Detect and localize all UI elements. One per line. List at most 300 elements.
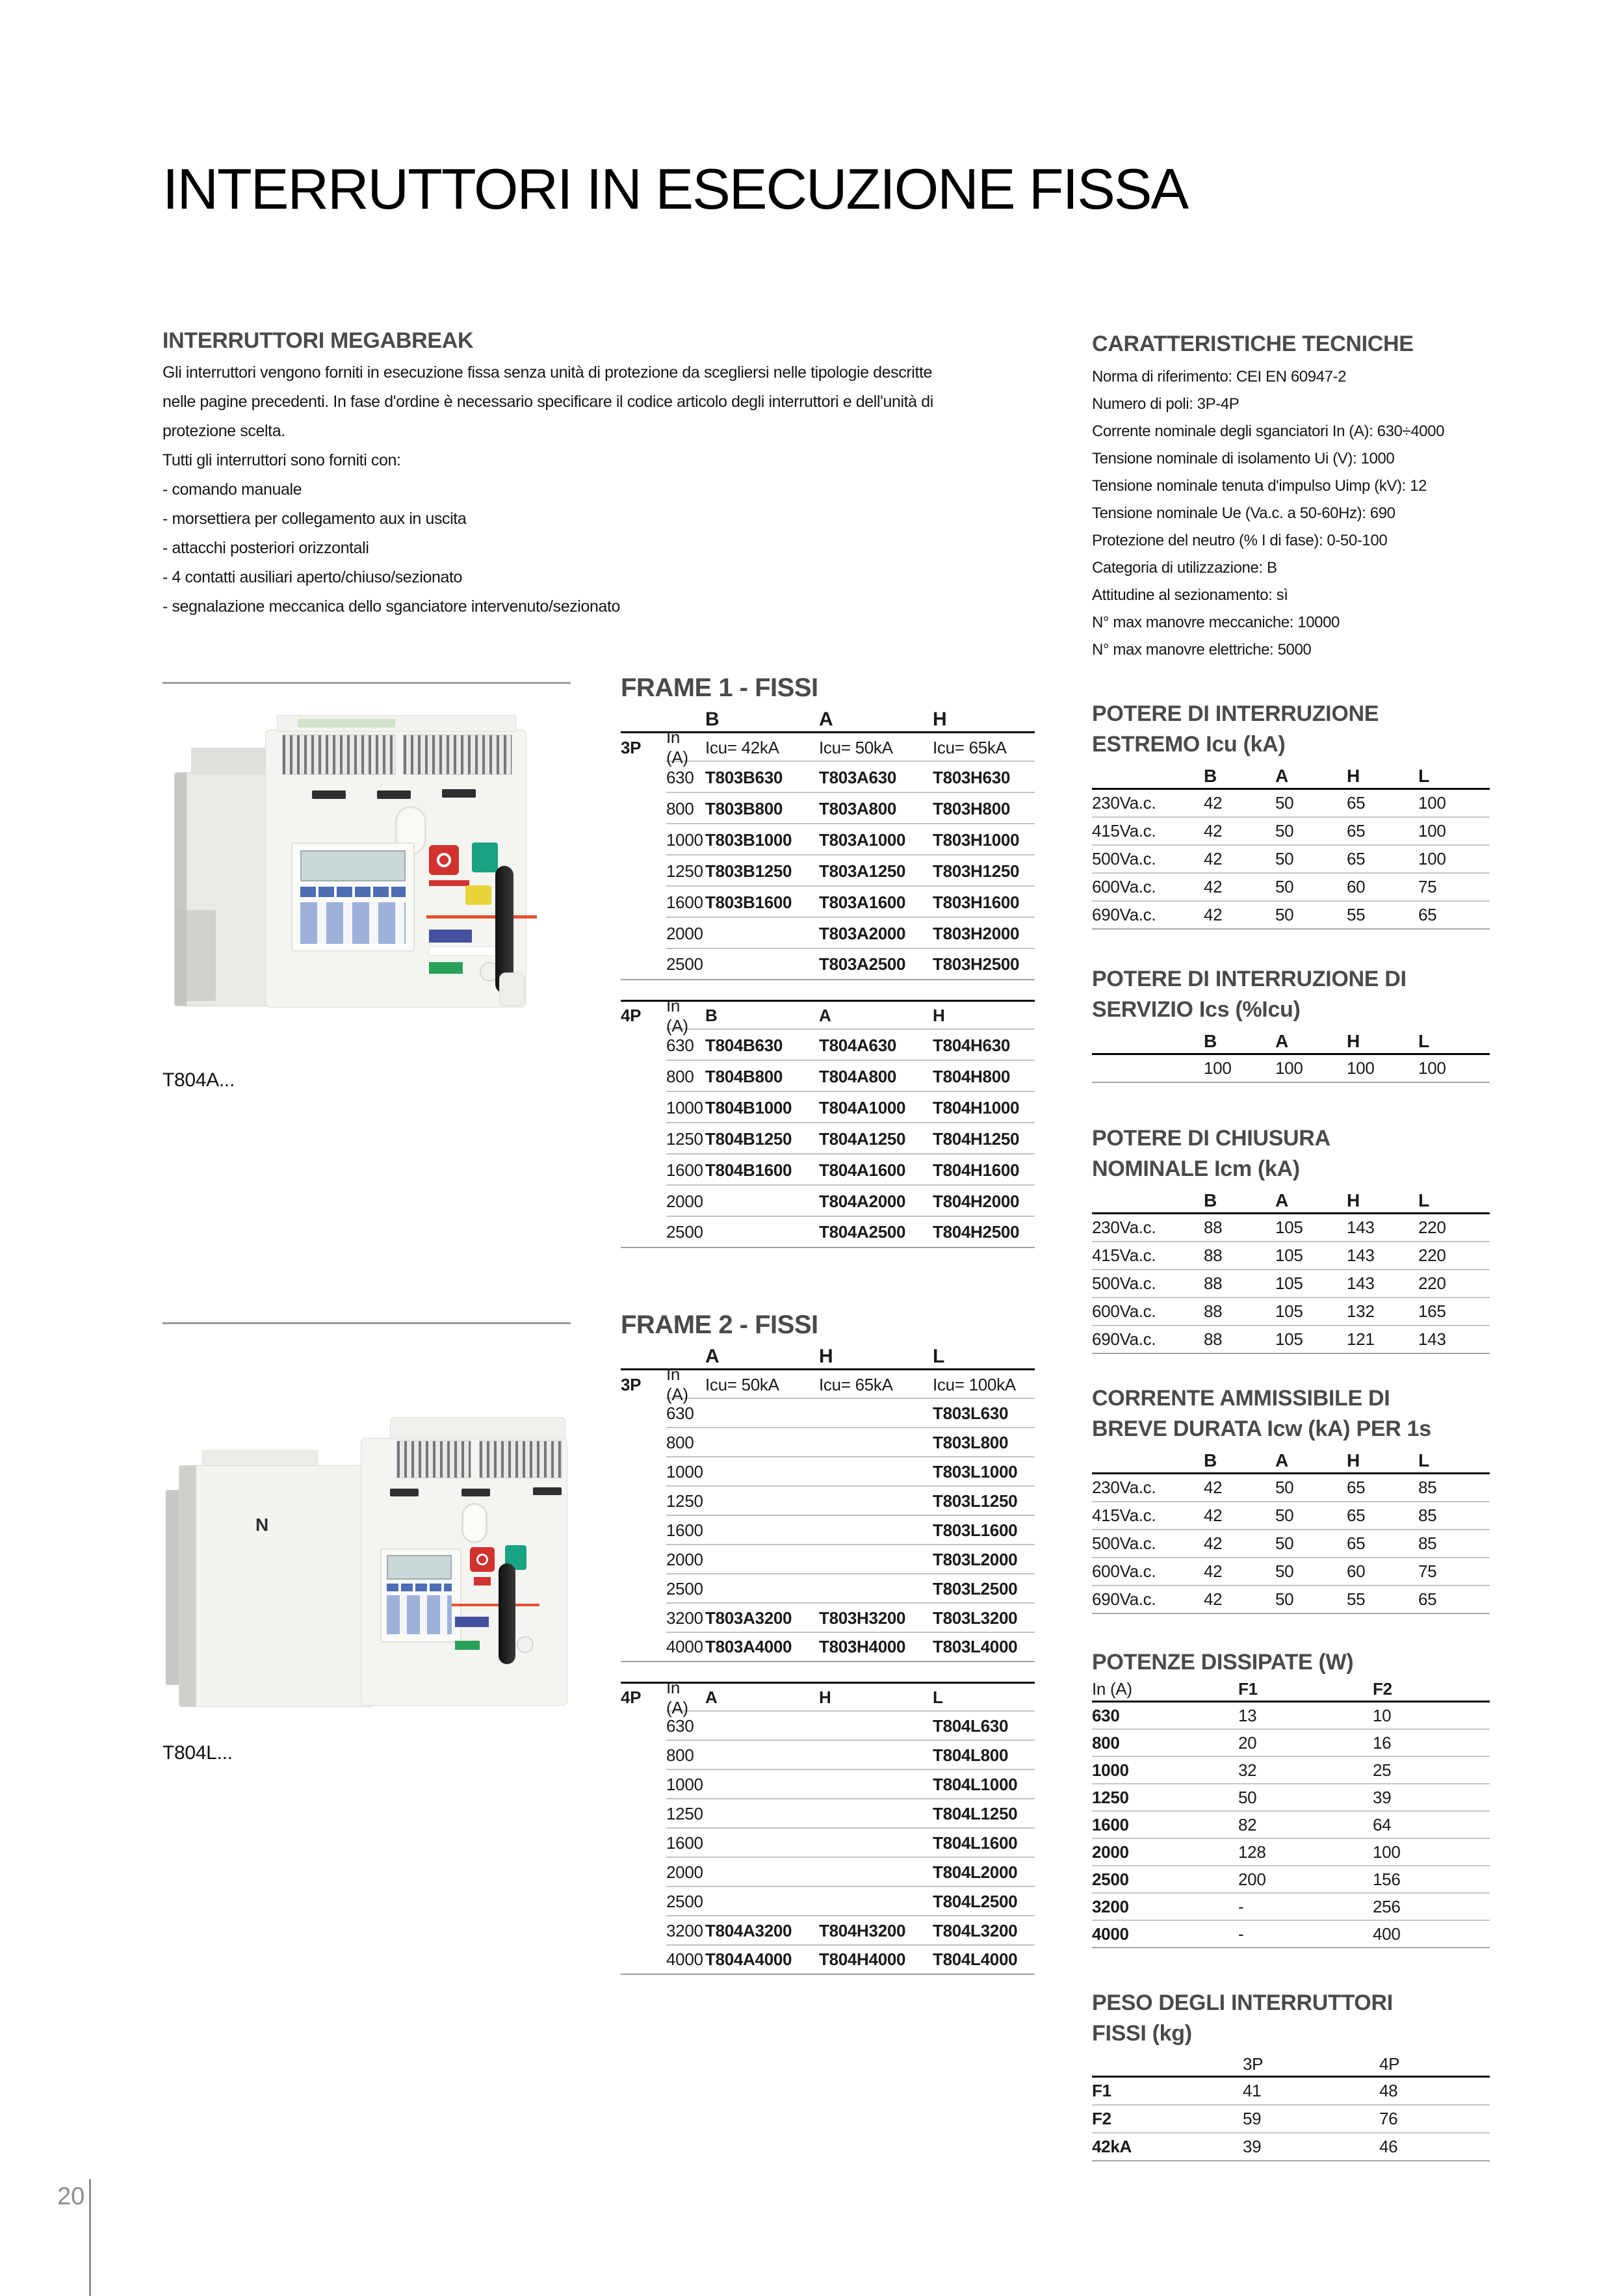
pole-label: 3P [621,737,642,757]
table-row [1092,1730,1490,1757]
product-code: T804A1000 [819,1097,906,1117]
value: 143 [1347,1218,1375,1237]
value: 41 [1243,2081,1262,2100]
table-row [621,1428,1035,1457]
product-code: T804A2500 [819,1221,906,1242]
value: 105 [1275,1301,1303,1321]
product-code: T804H1600 [933,1160,1020,1180]
column-letters-row [1092,1448,1490,1474]
product-code: T804H1250 [933,1128,1020,1149]
table-row [1092,1894,1490,1921]
value: 100 [1418,821,1446,841]
icu-subhead: Icu= 65kA [933,737,1007,757]
voltage-label: 230Va.c. [1092,793,1156,813]
value: 60 [1347,877,1366,896]
breaker-fins-left [282,735,396,775]
column-letter: A [1275,765,1288,786]
table-row [621,1604,1035,1633]
column-letter: L [1418,1190,1429,1210]
footer-rule [89,2179,91,2296]
value: 42 [1204,1533,1223,1553]
column-letter: L [933,1345,945,1367]
value: 165 [1418,1301,1446,1321]
value: 128 [1238,1842,1266,1862]
value: 55 [1347,905,1366,924]
in-value: 2000 [666,1191,703,1211]
product-code: T804H1000 [933,1097,1020,1117]
paragraph-line: protezione scelta. [162,422,285,440]
icm-table [1092,1123,1490,1354]
tech-line: Categoria di utilizzazione: B [1092,559,1277,577]
value: 50 [1238,1787,1257,1807]
product-code: T804L630 [933,1716,1009,1736]
product-code: T803L630 [933,1403,1009,1423]
off-button [470,1547,495,1572]
value: 105 [1275,1218,1303,1237]
voltage-label: 415Va.c. [1092,821,1156,841]
table-row [1092,1812,1490,1839]
column-letter: L [1418,1030,1429,1051]
value: 65 [1347,1478,1366,1497]
product-code: T804L1600 [933,1833,1018,1853]
heading-line: SERVIZIO Ics (%Icu) [1092,997,1301,1022]
product-code: T803H1600 [933,892,1020,912]
value: 25 [1373,1760,1392,1780]
product-code: T803H630 [933,767,1011,787]
in-value: 2000 [666,1550,703,1569]
table-row [1092,1502,1490,1530]
icu-heading [1092,699,1490,760]
value: 60 [1347,1561,1366,1581]
product-code: T803A4000 [705,1637,792,1656]
heading-line: CORRENTE AMMISSIBILE DI [1092,1386,1390,1411]
voltage-label: 600Va.c. [1092,877,1156,896]
column-letter: A [819,708,833,730]
product-code: T803A1600 [819,892,906,912]
blue-label [429,930,472,943]
icu-subhead: Icu= 42kA [705,737,779,757]
value: 65 [1418,905,1437,924]
value: 48 [1379,2081,1398,2100]
table-row [621,1858,1035,1887]
product-code: T804B630 [705,1035,783,1055]
product-code: T803H1250 [933,861,1020,881]
product-code: T803A800 [819,798,897,818]
product-code: T804H2000 [933,1191,1020,1211]
value: 42 [1204,793,1223,813]
in-value: 1600 [666,1833,703,1853]
red-indicator [474,1577,491,1585]
breaker-knob [499,972,525,1006]
product-code: T804A1600 [819,1160,906,1180]
column-letter: A [705,1345,720,1367]
value: 13 [1238,1705,1257,1725]
table-row [621,1516,1035,1545]
product-code: T804A3200 [705,1921,792,1940]
frame2-table [621,1311,1035,1975]
product-code: T804H2500 [933,1221,1020,1242]
product-code: T804A800 [819,1066,897,1086]
subheader-row [621,1364,1035,1404]
in-value: 1000 [1092,1760,1129,1780]
tech-line: N° max manovre meccaniche: 10000 [1092,614,1340,631]
value: 65 [1347,849,1366,868]
column-letters-row [1092,1029,1490,1055]
row-label: F1 [1092,2081,1111,2100]
value: 50 [1275,1533,1294,1553]
table-row [621,1545,1035,1574]
product-code: T804B800 [705,1066,783,1086]
voltage-label: 230Va.c. [1092,1478,1156,1497]
table-row [1092,1474,1490,1502]
voltage-label: 230Va.c. [1092,1218,1156,1237]
product-code: T804L2500 [933,1892,1018,1911]
ics-heading [1092,964,1490,1025]
product-code: T803L2500 [933,1579,1018,1598]
value: 200 [1238,1869,1266,1889]
value: 143 [1347,1246,1375,1265]
breaker-handle [499,1563,515,1664]
table-row [621,887,1035,918]
table-row [1092,1530,1490,1558]
value: 50 [1275,1478,1294,1497]
column-header: F1 [1238,1679,1258,1699]
table-row [621,1799,1035,1829]
product-code: T803H4000 [819,1637,906,1656]
value: 256 [1373,1896,1401,1916]
in-value: 800 [666,1433,694,1452]
product-code: T804B1000 [705,1097,792,1117]
product-code: T803B1250 [705,861,792,881]
value: 156 [1373,1869,1401,1889]
in-value: 630 [666,767,694,787]
in-value: 2500 [666,1892,703,1911]
value: 88 [1204,1329,1223,1349]
in-value: 3200 [1092,1896,1129,1916]
brand-mark [429,880,469,886]
product-code: T804H800 [933,1066,1011,1086]
product-code: T803A1250 [819,861,906,881]
breaker-fins-left [396,1441,471,1478]
product-code: T803H2500 [933,954,1020,974]
column-letter: B [1204,1450,1217,1470]
frame2-title: FRAME 2 - FISSI [621,1311,818,1339]
value: 100 [1204,1058,1232,1078]
table-row [1092,818,1490,846]
table-row [621,1061,1035,1092]
value: 64 [1373,1814,1392,1834]
on-button [472,842,498,872]
in-value: 1250 [666,1128,703,1149]
table-row [1092,1702,1490,1730]
keypad [300,902,406,944]
product-code: T803A2000 [819,923,906,943]
product-code: T804L2000 [933,1862,1018,1882]
value: 88 [1204,1218,1223,1237]
in-value: 800 [1092,1732,1120,1753]
column-letter: B [1204,1030,1217,1051]
breaker-fins-right [403,735,512,775]
tech-line: Attitudine al sezionamento: sì [1092,586,1288,604]
product-code: T803H800 [933,798,1011,818]
table-row [1092,1586,1490,1614]
table-row [1092,2078,1490,2106]
column-header: 3P [1243,2054,1264,2074]
voltage-label: 690Va.c. [1092,1589,1156,1609]
table-row [621,855,1035,887]
product-photo-t804a [174,715,525,1011]
value: 75 [1418,1561,1437,1581]
value: 39 [1373,1787,1392,1807]
value: 88 [1204,1301,1223,1321]
heading-line: POTERE DI INTERRUZIONE [1092,701,1379,726]
paragraph-line: nelle pagine precedenti. In fase d'ordine è necessario specificare il codice articolo degli interruttori e dell'unità di [162,393,933,411]
tech-line: Corrente nominale degli sganciatori In (A): 630÷4000 [1092,423,1445,440]
in-value: 1250 [666,1491,703,1511]
product-code: T803B1000 [705,829,792,850]
table-row [621,1829,1035,1858]
table-row [621,1946,1035,1975]
in-value: 1000 [666,829,703,850]
in-value: 2500 [666,954,703,974]
table-row [1092,1326,1490,1354]
tech-line: Tensione nominale di isolamento Ui (V): 1000 [1092,450,1395,467]
column-letter: A [1275,1030,1288,1051]
column-letter: L [1418,1450,1429,1470]
value: 100 [1275,1058,1303,1078]
in-label: In (A) [666,995,688,1036]
column-letter: B [705,1006,718,1025]
megabreak-heading: INTERRUTTORI MEGABREAK [162,328,474,353]
in-value: 4000 [666,1950,703,1969]
table-row [1092,1839,1490,1866]
column-letter: H [819,1345,833,1367]
orange-stripe [426,915,537,919]
voltage-label: 600Va.c. [1092,1301,1156,1321]
tech-heading: CARATTERISTICHE TECNICHE [1092,332,1414,356]
table-row [621,949,1035,980]
breaker-side-mechanism [177,910,216,1001]
product-code: T804L4000 [933,1950,1018,1969]
icm-heading [1092,1123,1490,1184]
column-letter: A [1275,1190,1288,1210]
value: 65 [1347,793,1366,813]
table-row [1092,902,1490,930]
neutral-marking: N [255,1515,269,1535]
in-value: 4000 [666,1637,703,1656]
in-value: 3200 [666,1608,703,1628]
orange-stripe [452,1604,539,1606]
table-row [621,1633,1035,1662]
product-code: T803A2500 [819,954,906,974]
in-value: 1600 [666,1520,703,1540]
breaker-slot [390,1489,419,1496]
tech-line: Numero di poli: 3P-4P [1092,395,1240,413]
table-row [621,1457,1035,1487]
potenze-table [1092,1648,1490,1948]
megabreak-text [162,358,933,621]
value: 46 [1379,2137,1398,2156]
pole-label: 3P [621,1374,642,1394]
value: 100 [1418,793,1446,813]
button-strip [387,1584,452,1591]
table-row [621,793,1035,824]
divider-rule [162,682,571,684]
lcd-display [300,850,406,881]
in-value: 1000 [666,1097,703,1117]
table-row [621,1217,1035,1248]
column-letter: H [1347,1190,1360,1210]
header-row [1092,1678,1490,1702]
value: 50 [1275,905,1294,924]
breaker-top-tab [201,1450,318,1467]
product-code: T803B800 [705,798,783,818]
value: 132 [1347,1301,1375,1321]
product-code: T804L3200 [933,1921,1018,1940]
product-code: T804L800 [933,1745,1009,1765]
subheader-row [621,1677,1035,1717]
breaker-slot [533,1487,562,1495]
table-row [1092,1214,1490,1242]
breaker-slot [442,789,476,798]
product-code: T804H630 [933,1035,1011,1055]
column-letter: H [1347,1030,1360,1051]
in-value: 1000 [666,1775,703,1794]
heading-line: POTERE DI INTERRUZIONE DI [1092,967,1407,991]
value: 42 [1204,1506,1223,1525]
value: 85 [1418,1478,1437,1497]
paragraph-line: Gli interruttori vengono forniti in esecuzione fissa senza unità di protezione da scegliersi nelle tipologie descritte [162,363,933,382]
column-letter: L [1418,765,1429,786]
value: 50 [1275,793,1294,813]
page-number: 20 [57,2183,85,2210]
product-code: T803L1600 [933,1520,1018,1540]
blue-label [455,1617,489,1627]
tech-line: Tensione nominale Ue (Va.c. a 50-60Hz): 690 [1092,504,1396,522]
value: 59 [1243,2109,1262,2128]
in-label: In (A) [666,727,688,767]
table-row [621,1712,1035,1741]
value: 65 [1418,1589,1437,1609]
value: 39 [1243,2137,1262,2156]
table-row [621,1887,1035,1916]
column-letter: A [819,1006,831,1025]
value: 16 [1373,1732,1392,1753]
in-value: 2000 [666,923,703,943]
table-row [621,1092,1035,1123]
tech-line: Norma di riferimento: CEI EN 60947-2 [1092,368,1347,385]
in-value: 4000 [1092,1924,1129,1944]
value: 400 [1373,1924,1401,1944]
frame1-table [621,673,1035,1248]
table-row [1092,1298,1490,1326]
table-row [621,1741,1035,1770]
product-code: T804H3200 [819,1921,906,1940]
table-row [1092,1866,1490,1894]
divider-rule [162,1322,571,1324]
heading-line: FISSI (kg) [1092,2021,1192,2046]
product-code: T804L1000 [933,1775,1018,1794]
in-value: 1600 [666,892,703,912]
page-title: INTERRUTTORI IN ESECUZIONE FISSA [162,157,1188,221]
product-code: T803A630 [819,767,897,787]
voltage-label: 415Va.c. [1092,1506,1156,1525]
pole-label: 4P [621,1006,642,1025]
icu-subhead: Icu= 50kA [819,737,893,757]
product-code: T804L1250 [933,1804,1018,1823]
table-row [1092,1921,1490,1948]
column-letters-row [1092,764,1490,790]
heading-line: ESTREMO Icu (kA) [1092,732,1286,757]
in-value: 800 [666,1066,694,1086]
voltage-label: 690Va.c. [1092,905,1156,924]
table-row [621,918,1035,949]
table-row [1092,874,1490,902]
header-row [1092,2053,1490,2078]
column-letter: B [1204,765,1217,786]
product-code: T803B630 [705,767,783,787]
button-strip [300,887,406,897]
in-value: 1250 [1092,1787,1129,1807]
value: 121 [1347,1329,1375,1349]
product-code: T804A4000 [705,1950,792,1969]
subheader-row [621,995,1035,1036]
table-row [621,1399,1035,1428]
table-row [621,824,1035,855]
product-code: T803H2000 [933,923,1020,943]
column-letter: H [933,708,947,730]
bullet-item: - segnalazione meccanica dello sganciatore intervenuto/sezionato [162,597,621,616]
in-header: In (A) [1092,1679,1132,1699]
table-row [1092,790,1490,818]
product-code: T804H4000 [819,1950,906,1969]
table-row [1092,1242,1490,1270]
table-row [1092,2106,1490,2133]
product-code: T803L1250 [933,1491,1018,1511]
value: 65 [1347,821,1366,841]
tech-line: Protezione del neutro (% I di fase): 0-50-100 [1092,532,1388,549]
in-value: 2000 [666,1862,703,1882]
column-letter: B [1204,1190,1217,1210]
value: 85 [1418,1506,1437,1525]
row-label: F2 [1092,2109,1111,2128]
value: 220 [1418,1218,1446,1237]
keypad [387,1595,452,1634]
icu-table [1092,699,1490,930]
yellow-label [465,885,491,905]
tech-line: Tensione nominale tenuta d'impulso Uimp (kV): 12 [1092,477,1427,495]
value: 82 [1238,1814,1257,1834]
bullet-item: - comando manuale [162,480,302,499]
icu-subhead: Icu= 65kA [819,1374,893,1394]
product-code: T804A2000 [819,1191,906,1211]
breaker-fins-right [479,1441,562,1478]
product-photo-t804l [166,1412,585,1714]
voltage-label: 415Va.c. [1092,1246,1156,1265]
icu-subhead: Icu= 100kA [933,1374,1016,1394]
in-value: 1250 [666,861,703,881]
in-label: In (A) [666,1677,688,1717]
value: 55 [1347,1589,1366,1609]
in-value: 1600 [666,1160,703,1180]
table-row [621,1916,1035,1946]
table-row [1092,2133,1490,2161]
table-row [1092,1784,1490,1812]
value: 50 [1275,849,1294,868]
in-value: 630 [666,1403,694,1423]
value: 42 [1204,1561,1223,1581]
column-letter: H [1347,1450,1360,1470]
